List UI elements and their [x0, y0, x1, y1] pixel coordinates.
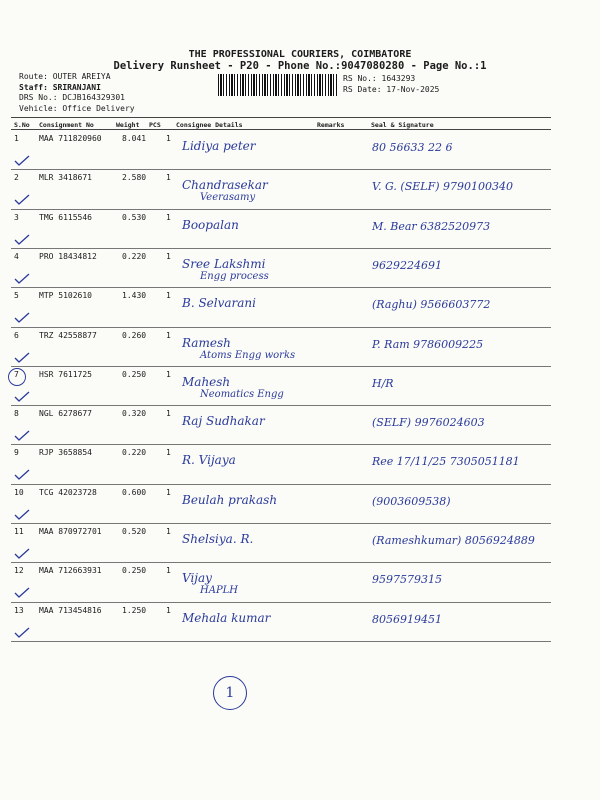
- check-mark-icon: [14, 155, 30, 167]
- check-mark-icon: [14, 627, 30, 639]
- barcode-image: [218, 74, 338, 96]
- check-mark-icon: [14, 391, 30, 403]
- row-pcs: 1: [166, 527, 171, 536]
- consignee-name: B. Selvarani: [182, 296, 256, 311]
- row-consignment-no: NGL 6278677: [39, 409, 92, 419]
- consignee-name: Sree Lakshmi: [182, 256, 266, 271]
- consignee-name: R. Vijaya: [182, 453, 236, 468]
- row-sno: 6: [14, 330, 19, 340]
- row-consignment-no: MAA 870972701: [39, 527, 102, 536]
- row-sno: 2: [14, 173, 19, 183]
- seal-signature: (9003609538): [372, 494, 451, 508]
- consignee-name: Mehala kumar: [182, 610, 271, 625]
- seal-signature: Ree 17/11/25 7305051181: [372, 455, 520, 469]
- row-weight: 0.220: [122, 448, 147, 458]
- row-consignment-no: MAA 712663931: [39, 566, 102, 576]
- row-consignment-no: TCG 42023728: [39, 487, 97, 497]
- col-pcs: PCS: [149, 121, 161, 129]
- col-consignment: Consignment No: [39, 121, 94, 129]
- row-sno: 13: [14, 605, 24, 615]
- row-divider: [11, 484, 551, 485]
- row-sno: 7: [14, 369, 19, 379]
- row-consignment-no: RJP 3658854: [39, 448, 92, 458]
- consignee-name: Beulah prakash: [182, 492, 278, 507]
- row-divider: [11, 405, 551, 406]
- row-divider: [11, 169, 551, 170]
- col-sno: S.No: [14, 121, 30, 129]
- consignee-name: Lidiya peter: [182, 139, 256, 153]
- col-consignee: Consignee Details: [176, 121, 243, 129]
- check-mark-icon: [14, 430, 30, 442]
- check-mark-icon: [14, 273, 30, 285]
- rs-number: RS No.: 1643293: [343, 74, 416, 83]
- row-divider: [11, 327, 551, 328]
- seal-signature: (SELF) 9976024603: [372, 416, 485, 430]
- row-weight: 0.520: [122, 527, 147, 536]
- row-pcs: 1: [166, 605, 171, 615]
- row-divider: [11, 209, 551, 210]
- row-sno: 9: [14, 448, 19, 458]
- seal-signature: M. Bear 6382520973: [372, 219, 491, 233]
- check-mark-icon: [14, 587, 30, 599]
- row-sno: 10: [14, 487, 24, 497]
- row-pcs: 1: [166, 251, 171, 261]
- row-sno: 8: [14, 409, 19, 419]
- row-sno: 1: [14, 134, 19, 143]
- consignee-org: HAPLH: [200, 585, 239, 597]
- row-divider: [11, 641, 551, 642]
- row-pcs: 1: [166, 409, 171, 419]
- route-text: Route: OUTER AREIYA: [19, 72, 111, 81]
- row-pcs: 1: [166, 369, 171, 379]
- check-mark-icon: [14, 194, 30, 206]
- seal-signature: 9597579315: [372, 573, 442, 587]
- drs-text: DRS No.: DCJB164329301: [19, 93, 125, 102]
- row-consignment-no: MTP 5102610: [39, 291, 92, 301]
- seal-signature: 8056919451: [372, 612, 442, 626]
- check-mark-icon: [14, 352, 30, 364]
- row-consignment-no: MAA 711820960: [39, 134, 102, 143]
- row-consignment-no: MLR 3418671: [39, 173, 92, 183]
- vehicle-text: Vehicle: Office Delivery: [19, 103, 135, 113]
- consignee-name: Chandrasekar: [182, 178, 268, 193]
- row-weight: 0.260: [122, 330, 147, 340]
- page-number-mark: 1: [213, 676, 247, 710]
- consignee-name: Boopalan: [182, 217, 239, 232]
- row-pcs: 1: [166, 330, 171, 340]
- row-consignment-no: TMG 6115546: [39, 212, 92, 222]
- consignee-org: Neomatics Engg: [200, 388, 284, 400]
- row-consignment-no: TRZ 42558877: [39, 330, 97, 340]
- row-pcs: 1: [166, 173, 171, 183]
- route-info: [19, 72, 135, 114]
- seal-signature: 80 56633 22 6: [372, 141, 453, 154]
- check-mark-icon: [14, 312, 30, 324]
- consignee-name: Raj Sudhakar: [182, 414, 265, 429]
- consignee-org: Veerasamy: [200, 192, 256, 204]
- row-weight: 0.320: [122, 409, 147, 419]
- row-consignment-no: MAA 713454816: [39, 605, 102, 615]
- row-divider: [11, 602, 551, 603]
- row-weight: 0.250: [122, 566, 147, 576]
- check-mark-icon: [14, 234, 30, 246]
- row-divider: [11, 287, 551, 288]
- seal-signature: (Rameshkumar) 8056924889: [372, 534, 535, 547]
- row-consignment-no: PRO 18434812: [39, 251, 97, 261]
- row-divider: [11, 248, 551, 249]
- row-pcs: 1: [166, 134, 171, 143]
- row-sno: 4: [14, 251, 19, 261]
- row-weight: 0.250: [122, 369, 147, 379]
- row-weight: 0.220: [122, 251, 147, 261]
- staff-text: Staff: SRIRANJANI: [19, 82, 101, 92]
- seal-signature: 9629224691: [372, 258, 442, 272]
- seal-signature: (Raghu) 9566603772: [372, 298, 491, 312]
- row-weight: 2.580: [122, 173, 147, 183]
- col-weight: Weight: [116, 121, 140, 129]
- consignee-name: Vijay: [182, 571, 212, 586]
- row-weight: 1.430: [122, 291, 147, 301]
- row-pcs: 1: [166, 566, 171, 576]
- seal-signature: P. Ram 9786009225: [372, 337, 484, 351]
- row-pcs: 1: [166, 212, 171, 222]
- seal-signature: H/R: [372, 376, 394, 390]
- col-seal: Seal & Signature: [371, 121, 434, 129]
- rs-info: [343, 74, 439, 95]
- table-top-rule: [11, 117, 551, 118]
- consignee-org: Engg process: [200, 270, 269, 282]
- row-divider: [11, 366, 551, 367]
- consignee-org: Atoms Engg works: [200, 349, 296, 361]
- row-weight: 0.600: [122, 487, 147, 497]
- check-mark-icon: [14, 548, 30, 560]
- row-divider: [11, 444, 551, 445]
- row-weight: 1.250: [122, 605, 147, 615]
- row-weight: 8.041: [122, 134, 147, 143]
- col-remarks: Remarks: [317, 121, 345, 129]
- company-title: THE PROFESSIONAL COURIERS, COIMBATORE: [188, 49, 412, 60]
- check-mark-icon: [14, 509, 30, 521]
- row-pcs: 1: [166, 291, 171, 301]
- header-rule: [11, 129, 551, 130]
- seal-signature: V. G. (SELF) 9790100340: [372, 180, 513, 194]
- row-sno: 3: [14, 212, 19, 222]
- row-pcs: 1: [166, 487, 171, 497]
- runsheet-subtitle: Delivery Runsheet - P20 - Phone No.:9047080280 - Page No.:1: [113, 60, 487, 72]
- circled-row-mark: [8, 368, 26, 386]
- row-pcs: 1: [166, 448, 171, 458]
- row-weight: 0.530: [122, 212, 147, 222]
- consignee-name: Mahesh: [182, 374, 231, 389]
- rs-date: RS Date: 17-Nov-2025: [343, 84, 440, 94]
- row-divider: [11, 562, 551, 563]
- consignee-name: Shelsiya. R.: [182, 532, 254, 546]
- row-sno: 11: [14, 527, 24, 536]
- check-mark-icon: [14, 469, 30, 481]
- consignee-name: Ramesh: [182, 335, 231, 350]
- row-consignment-no: HSR 7611725: [39, 369, 92, 379]
- row-divider: [11, 523, 551, 524]
- row-sno: 12: [14, 566, 24, 576]
- row-sno: 5: [14, 291, 19, 301]
